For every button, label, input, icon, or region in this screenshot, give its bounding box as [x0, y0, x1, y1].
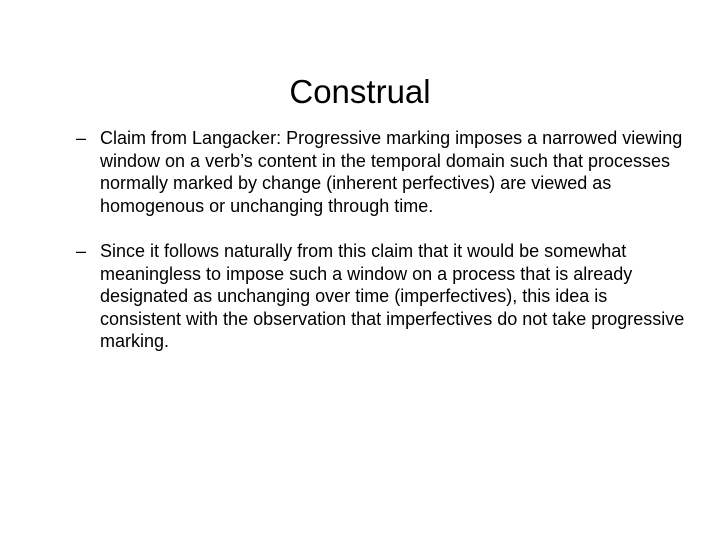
bullet-list [76, 127, 686, 376]
bullet-text: Claim from Langacker: Progressive marking imposes a narrowed viewing window on a verb’s content in the temporal domain such that processes normally marked by change (inherent perfectives) are viewed as homogenous or unchanging through time. [100, 128, 683, 216]
bullet-item-2 [76, 240, 686, 353]
bullet-text: Since it follows naturally from this claim that it would be somewhat meaningless to impose such a window on a process that is already designated as unchanging over time (imperfectives), this idea is consistent with the observation that imperfectives do not take progressive marking. [100, 241, 685, 351]
bullet-marker: – [76, 241, 87, 261]
bullet-marker: – [76, 128, 87, 148]
bullet-item-1 [76, 127, 686, 217]
slide-title-text: Construal [289, 73, 431, 110]
slide-title [0, 72, 720, 112]
